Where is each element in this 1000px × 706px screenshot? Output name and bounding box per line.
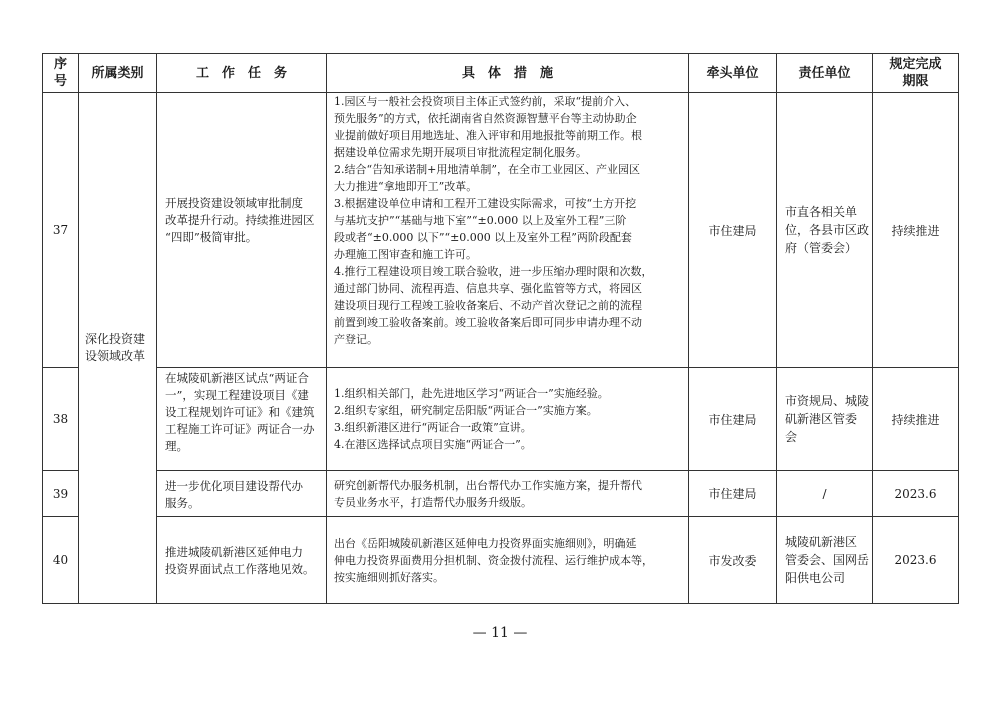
lead-unit: 市住建局: [689, 93, 777, 368]
task-cell: 开展投资建设领域审批制度 改革提升行动。持续推进园区 “四即”极简审批。: [157, 93, 327, 368]
responsible-unit: 市直各相关单 位，各县市区政 府（管委会）: [777, 93, 873, 368]
lead-unit: 市住建局: [689, 471, 777, 517]
header-no: 序 号: [43, 54, 79, 93]
deadline: 2023.6: [873, 517, 959, 604]
table-row: [43, 368, 959, 471]
header-deadline: 规定完成 期限: [873, 54, 959, 93]
measures-cell: 1.组织相关部门，赴先进地区学习“两证合一”实施经验。 2.组织专家组，研究制定岳阳版“两证合一”实施方案。 3.组织新港区进行“两证合一政策”宣讲。 4.在港区选择试点项目实施“两证合一”。: [327, 368, 689, 471]
task-cell: 在城陵矶新港区试点“两证合 一”，实现工程建设项目《建 设工程规划许可证》和《建筑 工程施工许可证》两证合一办 理。: [157, 368, 327, 471]
measures-cell: 出台《岳阳城陵矶新港区延伸电力投资界面实施细则》，明确延 伸电力投资界面费用分担机制、资金拨付流程、运行维护成本等， 按实施细则抓好落实。: [327, 517, 689, 604]
lead-unit: 市发改委: [689, 517, 777, 604]
table-header-row: [43, 54, 959, 93]
row-number: 40: [43, 517, 79, 604]
header-responsible: 责任单位: [777, 54, 873, 93]
deadline: 持续推进: [873, 93, 959, 368]
row-number: 37: [43, 93, 79, 368]
deadline: 2023.6: [873, 471, 959, 517]
row-number: 39: [43, 471, 79, 517]
lead-unit: 市住建局: [689, 368, 777, 471]
task-cell: 推进城陵矶新港区延伸电力 投资界面试点工作落地见效。: [157, 517, 327, 604]
measures-cell: 研究创新帮代办服务机制，出台帮代办工作实施方案，提升帮代 专员业务水平，打造帮代办服务升级版。: [327, 471, 689, 517]
measures-table: [42, 53, 959, 604]
measures-cell: 1.园区与一般社会投资项目主体正式签约前，采取“提前介入、 预先服务”的方式，依托湖南省自然资源智慧平台等主动协助企 业提前做好项目用地选址、准入评审和用地报批等前期工作。根 据建设单位需求先期开展项目审批流程定制化服务。 2.结合“告知承诺制+用地清单制”，在全市工业园区、产业园区 大力推进“拿地即开工”改革。 3.根据建设单位申请和工程开工建设实际需求，可按“土方开挖 与基坑支护”“基础与地下室”“±0.000 以上及室外工程”三阶 段或者“±0.000 以下”“±0.000 以上及室外工程”两阶段配套 办理施工图审查和施工许可。 4.推行工程建设项目竣工联合验收，进一步压缩办理时限和次数， 通过部门协同、流程再造、信息共享、强化监管等方式，将园区 建设项目现行工程竣工验收备案后、不动产首次登记之前的流程 前置到竣工验收备案前。竣工验收备案后即可同步申请办理不动 产登记。: [327, 93, 689, 368]
category-cell: 深化投资建 设领域改革: [79, 93, 157, 604]
table-row: [43, 93, 959, 368]
page-number: — 11 —: [472, 625, 528, 641]
header-lead: 牵头单位: [689, 54, 777, 93]
responsible-unit: 城陵矶新港区 管委会、国网岳 阳供电公司: [777, 517, 873, 604]
responsible-unit: 市资规局、城陵 矶新港区管委 会: [777, 368, 873, 471]
row-number: 38: [43, 368, 79, 471]
table-row: [43, 471, 959, 517]
deadline: 持续推进: [873, 368, 959, 471]
header-task: 工 作 任 务: [157, 54, 327, 93]
responsible-unit: /: [777, 471, 873, 517]
header-measures: 具 体 措 施: [327, 54, 689, 93]
table-row: [43, 517, 959, 604]
task-cell: 进一步优化项目建设帮代办 服务。: [157, 471, 327, 517]
header-category: 所属类别: [79, 54, 157, 93]
